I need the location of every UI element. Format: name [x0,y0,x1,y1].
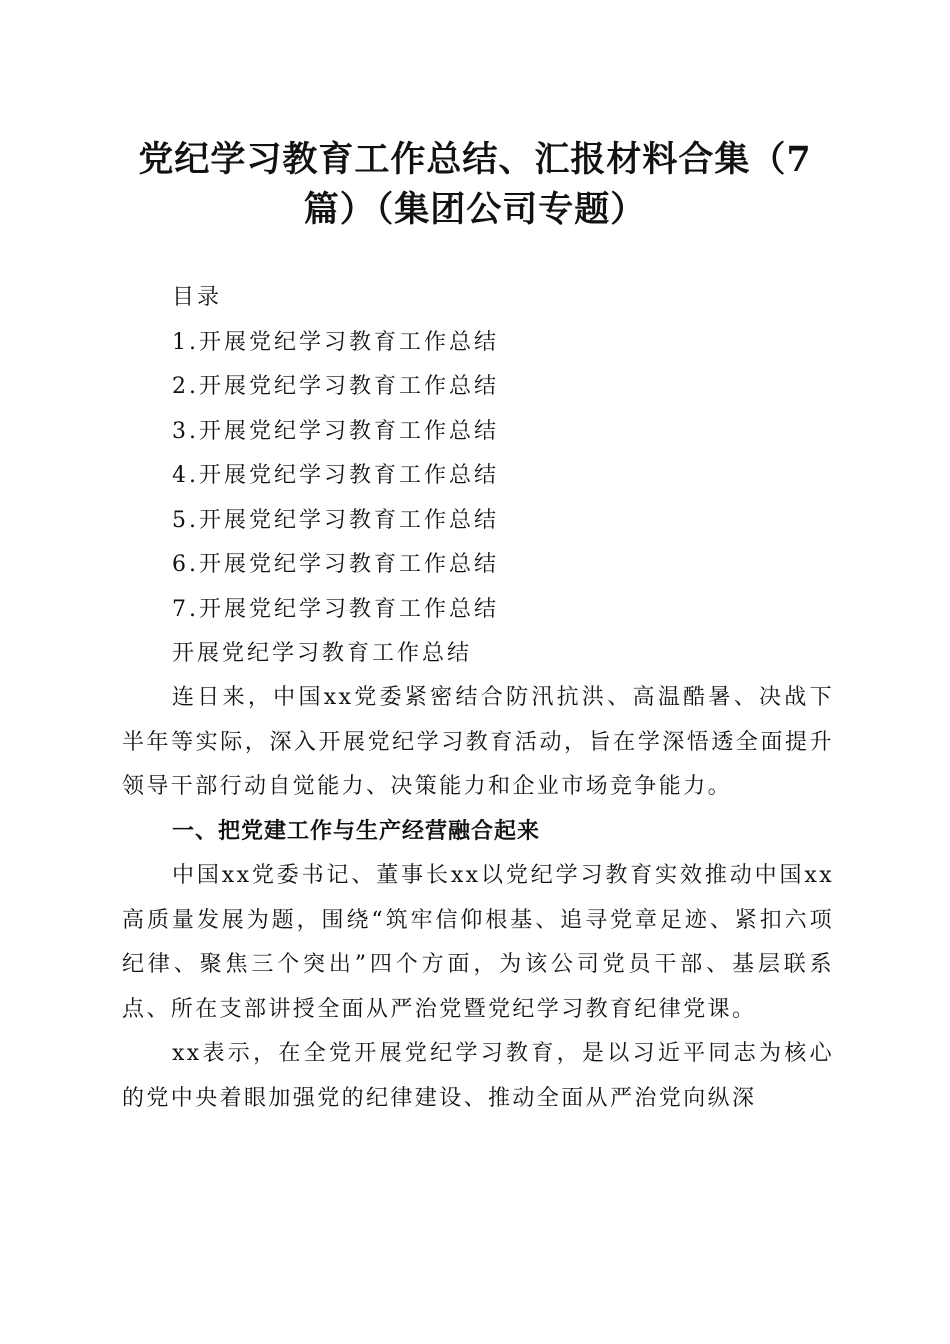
toc-item: 7.开展党纪学习教育工作总结 [172,596,499,622]
document-body [122,676,834,1121]
toc-item: 1.开展党纪学习教育工作总结 [172,329,499,355]
document-title [110,135,840,235]
intro-paragraph: 连日来，中国xx党委紧密结合防汛抗洪、高温酷暑、决战下半年等实际，深入开展党纪学习教育活动，旨在学深悟透全面提升领导干部行动自觉能力、决策能力和企业市场竞争能力。 [122,685,834,799]
body-paragraph: xx表示，在全党开展党纪学习教育，是以习近平同志为核心的党中央着眼加强党的纪律建设、推动全面从严治党向纵深 [122,1041,834,1111]
toc-item: 6.开展党纪学习教育工作总结 [172,552,499,577]
toc-item: 5.开展党纪学习教育工作总结 [172,507,499,533]
toc-heading: 目录 [172,285,223,310]
table-of-contents [172,276,499,677]
toc-item: 2.开展党纪学习教育工作总结 [172,374,499,399]
body-paragraph: 中国xx党委书记、董事长xx以党纪学习教育实效推动中国xx高质量发展为题，围绕“筑牢信仰根基、追寻党章足迹、紧扣六项纪律、聚焦三个突出”四个方面，为该公司党员干部、基层联系点、所在支部讲授全面从严治党暨党纪学习教育纪律党课。 [122,863,834,1022]
title-line-1: 党纪学习教育工作总结、汇报材料合集（7 [138,139,812,180]
toc-item: 3.开展党纪学习教育工作总结 [172,418,499,444]
title-line-2: 篇）（集团公司专题） [303,189,647,230]
section-title: 开展党纪学习教育工作总结 [172,641,473,666]
section-heading: 一、把党建工作与生产经营融合起来 [172,818,541,844]
toc-item: 4.开展党纪学习教育工作总结 [172,463,499,488]
